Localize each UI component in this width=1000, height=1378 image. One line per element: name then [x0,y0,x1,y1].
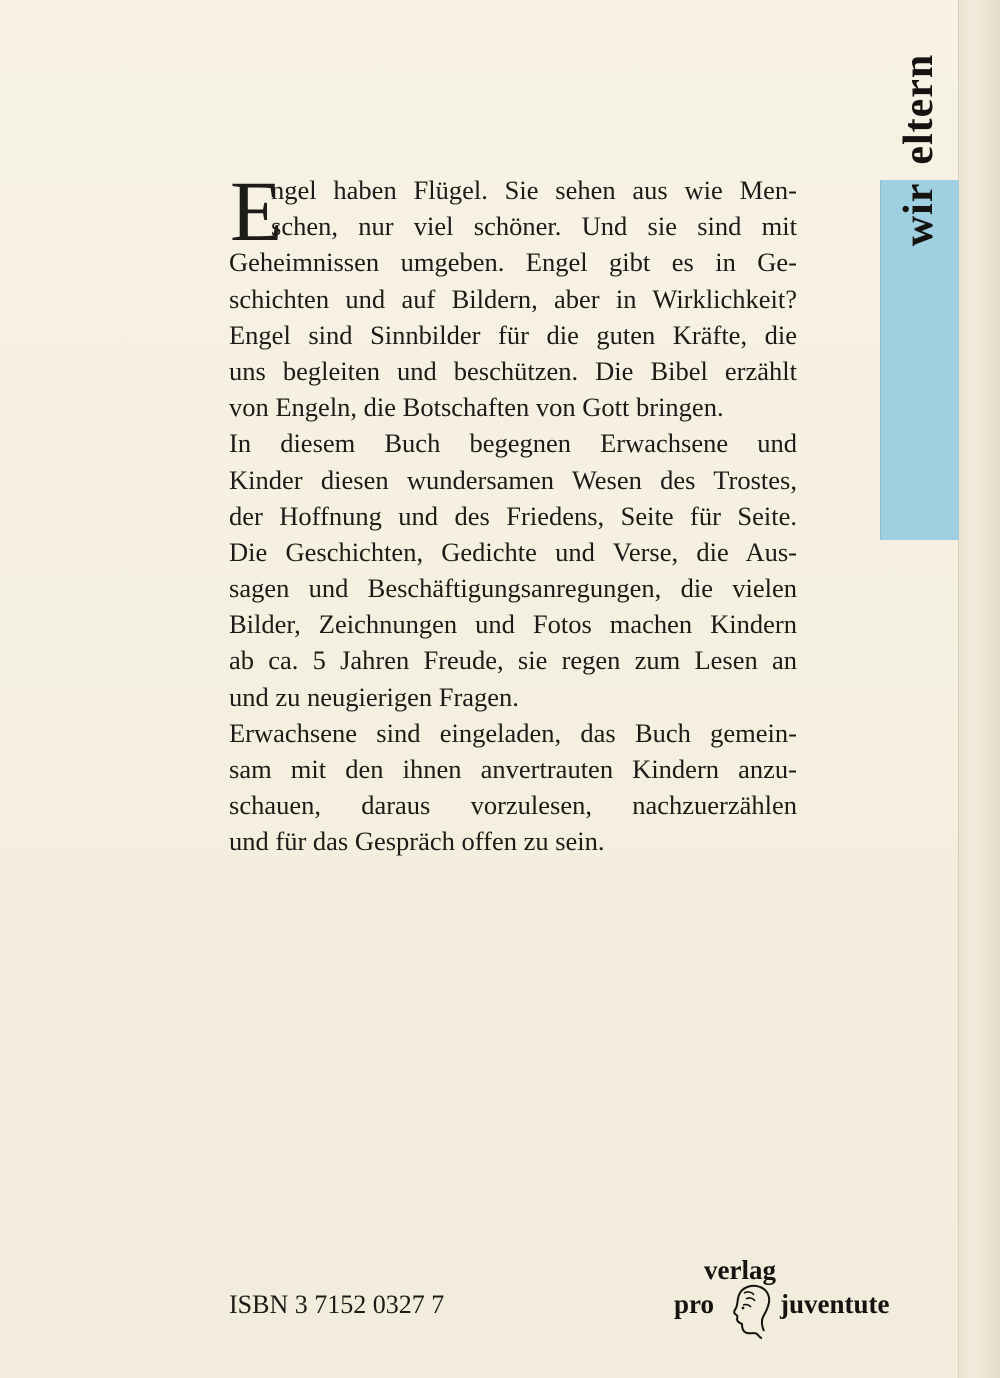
blurb-line: und zu neugierigen Fragen. [229,681,519,712]
publisher-pro: pro [674,1289,715,1319]
blurb-line: von Engeln, die Botschaften von Gott bringen. [229,392,724,423]
blurb-line: uns begleiten und beschützen. Die Bibel erzählt [229,355,797,386]
blurb-line: ab ca. 5 Jahren Freude, sie regen zum Lesen an [229,645,797,676]
profile-head-icon [730,1281,776,1339]
blurb-line: In diesem Buch begegnen Erwachsene und [229,428,797,459]
blurb-line: schichten und auf Bildern, aber in Wirklichkeit? [229,283,797,314]
drop-cap: E [230,163,283,259]
blurb-line: ngel haben Flügel. Sie sehen aus wie Men- [271,175,797,205]
blurb-line: Engel sind Sinnbilder für die guten Kräfte, die [229,319,797,350]
blurb-line: Bilder, Zeichnungen und Fotos machen Kindern [229,609,797,640]
blurb-line: Erwachsene sind eingeladen, das Buch gemein- [229,717,797,748]
blurb-line: und für das Gespräch offen zu sein. [229,826,605,857]
blurb-line: Die Geschichten, Gedichte und Verse, die Aus- [229,536,797,567]
publisher-logo [670,1255,930,1345]
blurb-line: sagen und Beschäftigungsanregungen, die vielen [229,573,797,604]
publisher-verlag: verlag [704,1255,776,1285]
spine-edge [958,0,1000,1378]
blurb-line: schauen, daraus vorzulesen, nachzuerzählen [229,790,797,821]
blurb-line: der Hoffnung und des Friedens, Seite für Seite. [229,500,797,531]
blurb-line: Geheimnissen umgeben. Engel gibt es in Ge- [229,247,797,278]
blurb-text [229,172,797,860]
blurb-line: sam mit den ihnen anvertrauten Kindern anzu- [229,754,797,784]
blurb-line: schen, nur viel schöner. Und sie sind mit [271,211,797,242]
series-word-eltern: eltern [896,53,942,165]
series-word-wir: wir [896,182,942,247]
publisher-juventute: juventute [780,1289,890,1319]
blurb-line: Kinder diesen wundersamen Wesen des Trostes, [229,464,797,495]
isbn-number: ISBN 3 7152 0327 7 [229,1290,445,1319]
